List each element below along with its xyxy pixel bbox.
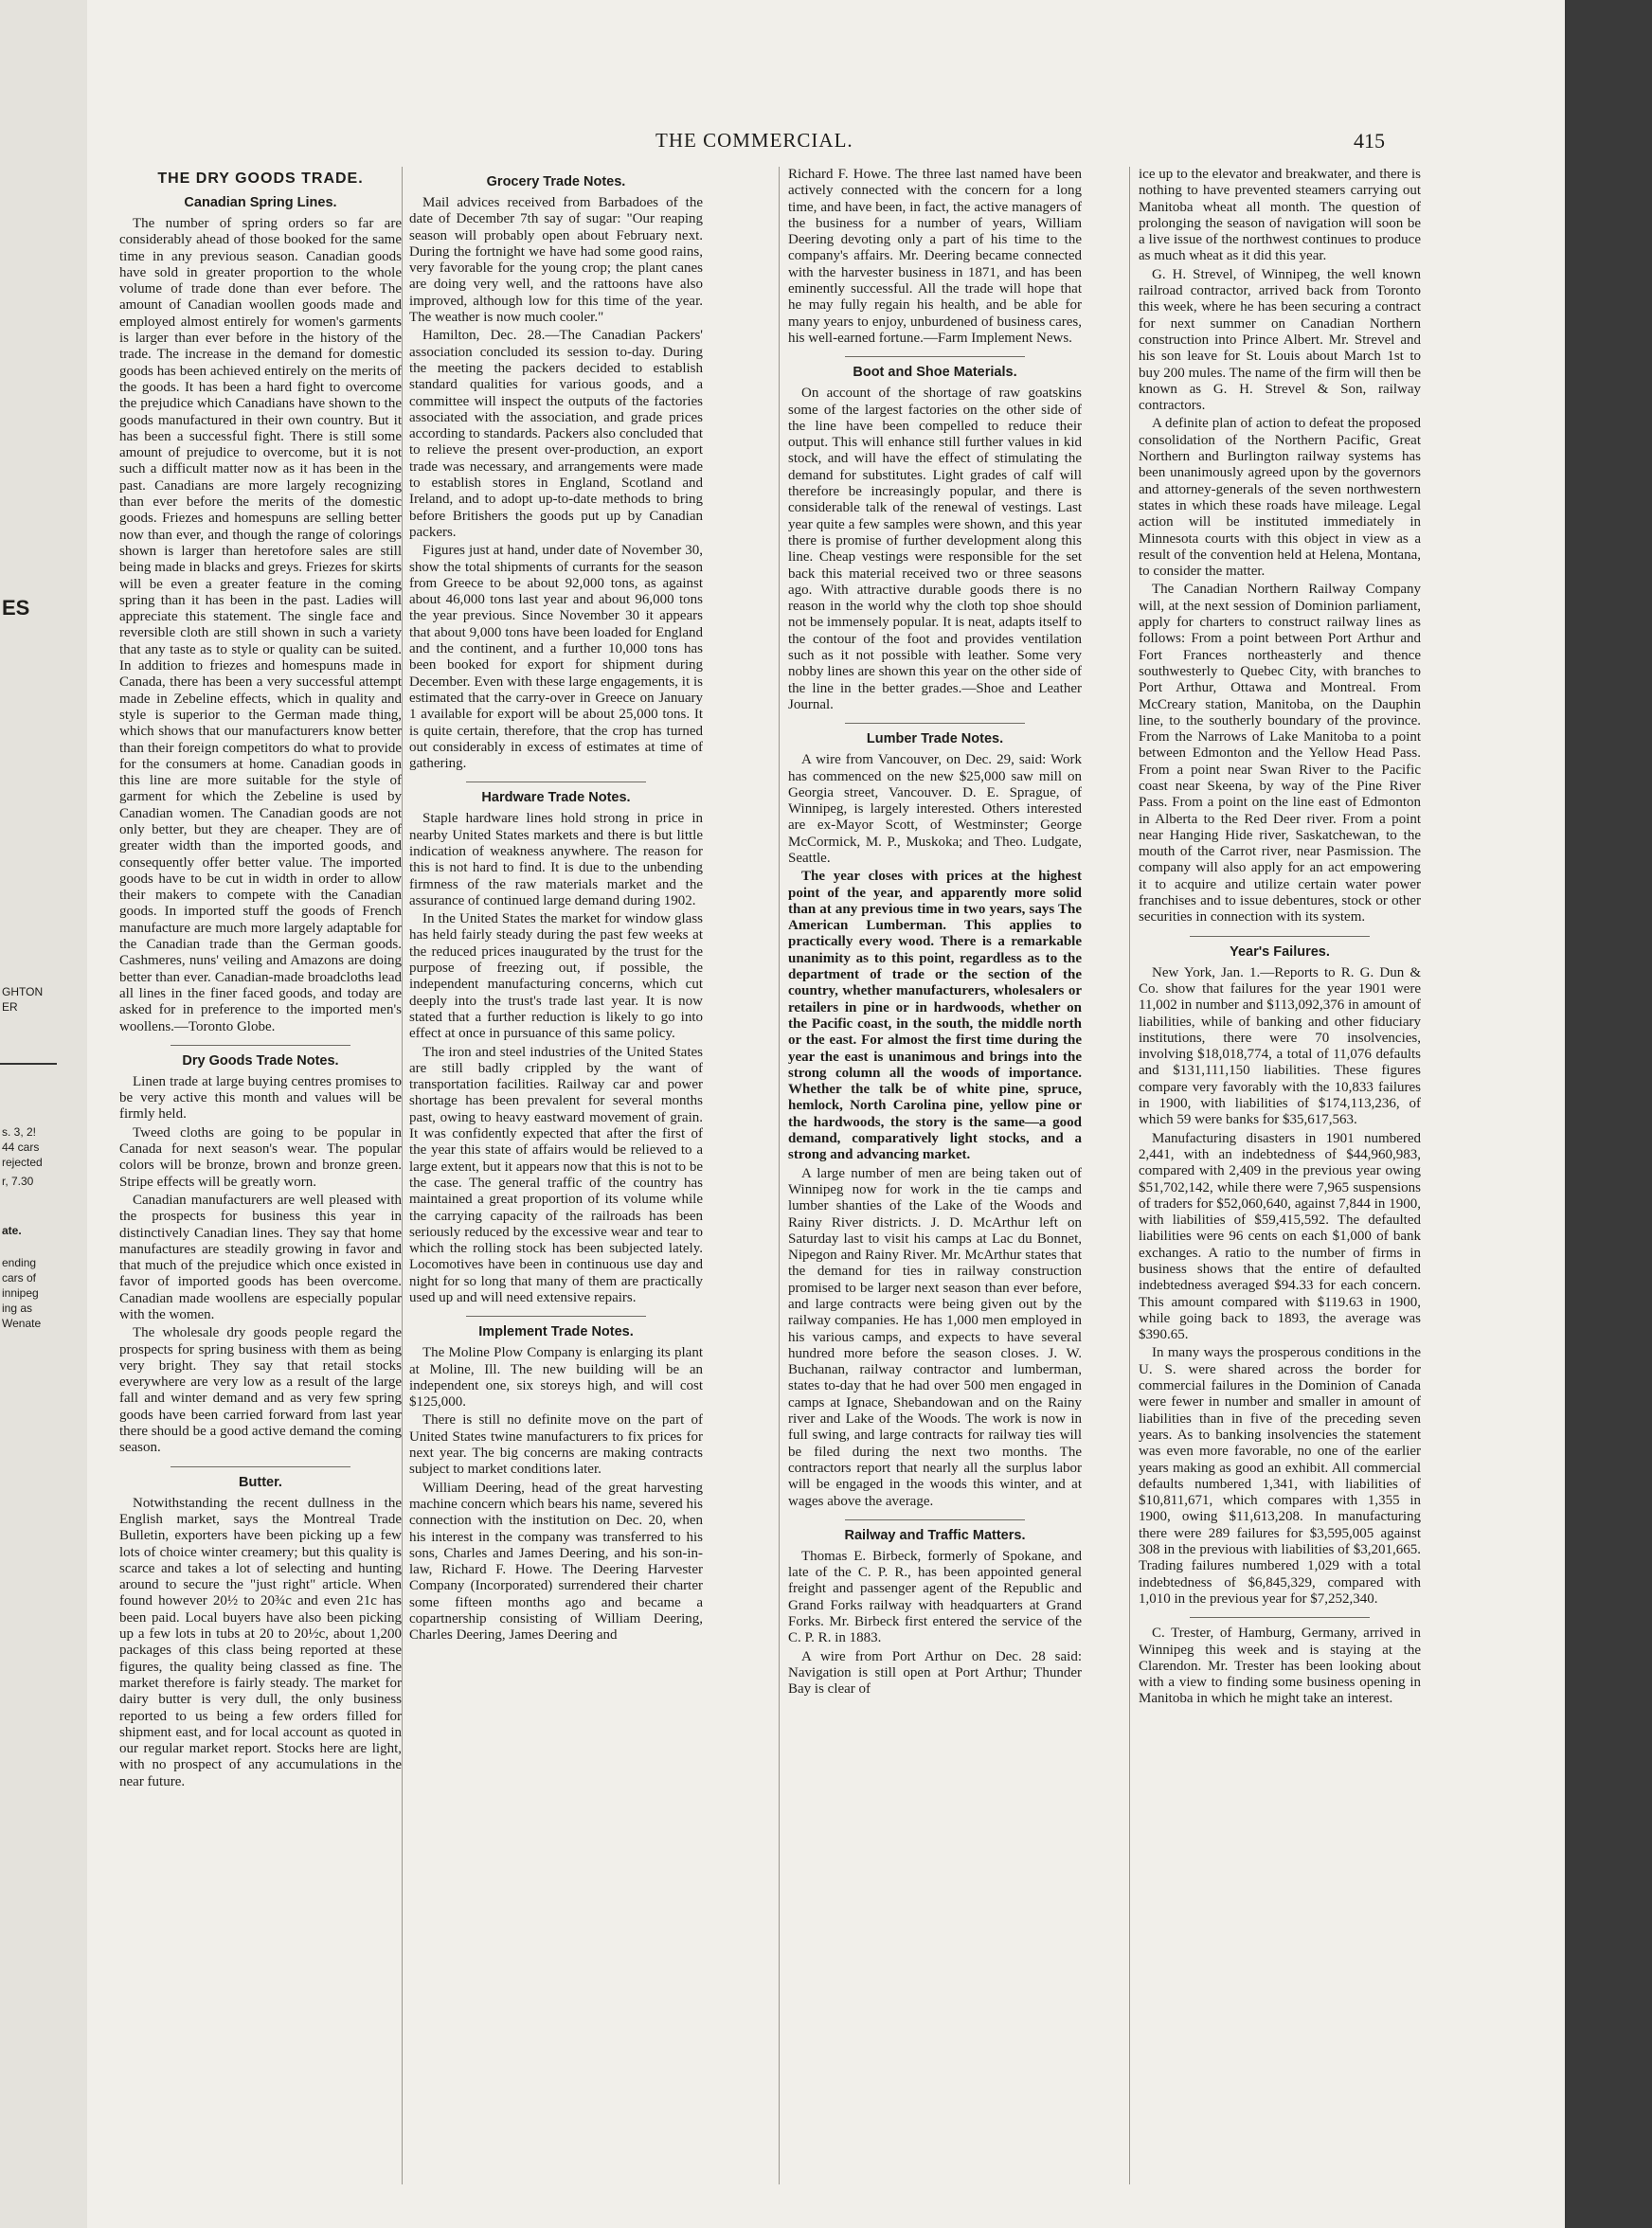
left-fragment: cars of	[2, 1271, 37, 1285]
article-paragraph: A wire from Vancouver, on Dec. 29, said: Work has commenced on the new $25,000 saw mill on Georgia street, Vancouver. D. E. Sprague, of Winnipeg, is largely interested. Others interested are ex-Mayor Scott, of Westminster; George McCormick, M. P., Muskoka; and Theo. Ludgate, Seattle.	[788, 752, 1082, 866]
article-paragraph: On account of the shortage of raw goatskins some of the largest factories on the other side of the line have been compelled to reduce their output. This will enhance still further values in kid stock, and will have the effect of stimulating the demand for substitutes. Light grades of calf will therefore be increasingly popular, and there is considerable talk of the renewal of vestings. Last year quite a few samples were shown, and this year there is promise of further development along this line. Cheap vestings were responsible for the set back this material received two or three seasons ago. With attractive durable goods there is no reason in the world why the cloth top shoe should not be immensely popular. It is neat, adapts itself to the contour of the foot and provides ventilation such as it not possible with leather. Some very nobby lines are shown this year on the other side of the line in the better grades.—Shoe and Leather Journal.	[788, 386, 1082, 712]
article-heading: Canadian Spring Lines.	[184, 195, 337, 210]
article-paragraph: Hamilton, Dec. 28.—The Canadian Packers' association concluded its session to-day. During the meeting the packers decided to establish standard qualities for various goods, and a committee will inspect the outputs of the factories associated with the association, and grade prices according to standards. Packers also concluded that to relieve the present over-production, an export trade was necessary, and arrangements were made to establish stores in England, Scotland and Ireland, and to adopt up-to-date methods to bring before Britishers the goods put up by Canadian packers.	[409, 328, 703, 540]
article-paragraph: ice up to the elevator and breakwater, and there is nothing to have prevented steamers carrying out Manitoba wheat all month. The question of prolonging the season of navigation will soon be a live issue of the northwest continues to produce as much wheat as it did this year.	[1139, 167, 1421, 264]
article-heading: Grocery Trade Notes.	[486, 174, 626, 189]
separator	[1190, 936, 1370, 937]
separator	[171, 1466, 350, 1467]
left-fragment: rejected	[2, 1156, 43, 1169]
left-fragment: Wenate	[2, 1317, 42, 1330]
article-heading: Dry Goods Trade Notes.	[182, 1052, 339, 1069]
article-paragraph: The year closes with prices at the highest point of the year, and apparently more solid than at any previous time in two years, says The American Lumberman. This applies to practically every wood. There is a remarkable unanimity as to this point, regardless as to the department of trade or the section of the country, whether manufacturers, wholesalers or retailers in pine or in hardwoods, whether on the Pacific coast, in the south, the middle north or the east. For almost the first time during the year the east is unanimous and brings into the strong column all the woods of importance. Whether the talk be of white pine, spruce, hemlock, North Carolina pine, yellow pine or the hardwoods, the story is the same—a good demand, comparatively light stocks, and a strong and advancing market.	[788, 869, 1082, 1163]
article-paragraph: The Moline Plow Company is enlarging its plant at Moline, Ill. The new building will be an independent one, six storeys high, and will cost $125,000.	[409, 1345, 703, 1410]
newspaper-page	[87, 0, 1565, 2228]
column-1	[119, 167, 402, 2203]
article-paragraph: Notwithstanding the recent dullness in the English market, says the Montreal Trade Bulletin, exporters have been picking up a few lots of choice winter creamery; but this quality is scarce and takes a lot of selecting and hunting around to secure the "just right" article. When found however 20½ to 20¾c and even 21c has been paid. Local buyers have also been picking up a few lots in tubs at 20 to 20½c, about 1,200 packages of this class being reported at these figures, the quality being classed as fine. The market therefore is fairly steady. The market for dairy butter is very dull, the only business reported to us being a few orders filled for shipment east, and for local account as quoted in our regular market report. Stocks here are light, with no prospect of any accumulations in the near future.	[119, 1495, 402, 1789]
article-paragraph: A large number of men are being taken out of Winnipeg now for work in the tie camps and lumber shanties of the Lake of the Woods and Rainy River districts. J. D. McArthur left on Saturday last to visit his camps at Lac du Bonnet, Nipegon and Rainy River. Mr. McArthur states that the demand for ties in railway construction promised to be larger next season than ever before, and large contracts were being given out by the railway companies. He has 1,000 men employed in his various camps, and expects to have several hundred more before the season closes. J. W. Buchanan, railway contractor and lumberman, states to-day that he had over 500 men engaged in camps at Ignace, Shebandowan and on the Rainy river and Lake of the Woods. The work is now in full swing, and large contracts for railway ties will be filed during the next two months. The contractors report that nearly all the surplus labor will be engaged in the woods this winter, and at wages above the average.	[788, 1165, 1082, 1509]
article-heading: Year's Failures.	[1230, 943, 1330, 960]
article-paragraph: New York, Jan. 1.—Reports to R. G. Dun & Co. show that failures for the year 1901 were 11,002 in number and $113,092,376 in amount of liabilities, while of banking and other fiduciary institutions, there were 70 insolvencies, involving $18,018,774, a total of 11,076 defaults and $131,111,150 liabilities. These figures compare very favorably with the 10,833 failures in 1900, with liabilities of $174,113,236, of which 59 were banks for $35,617,563.	[1139, 964, 1421, 1128]
separator	[466, 1316, 646, 1317]
article-heading: Butter.	[239, 1474, 282, 1490]
left-fragment: ate.	[2, 1224, 22, 1237]
article-paragraph: Tweed cloths are going to be popular in Canada for next season's wear. The popular colors will be bronze, brown and bronze green. Stripe effects will be greatly worn.	[119, 1124, 402, 1190]
column-rule	[402, 167, 403, 2184]
scan-background	[1565, 0, 1652, 2228]
article-paragraph: In the United States the market for window glass has held fairly steady during the past few weeks at the reduced prices inaugurated by the trust for the purpose of freezing out, if possible, the independent manufacturing concerns, which cut deeply into the trust's trade last year. It is now stated that a further reduction is likely to go into effect at once in pursuance of this same policy.	[409, 911, 703, 1042]
article-paragraph: G. H. Strevel, of Winnipeg, the well known railroad contractor, arrived back from Toronto this week, where he has been securing a contract for next summer on Canadian Northern construction into Prince Albert. Mr. Strevel and his son leave for St. Louis about March 1st to buy 200 mules. The name of the firm will then be known as G. H. Strevel & Son, railway contractors.	[1139, 266, 1421, 414]
separator	[845, 1519, 1025, 1520]
left-fragment: ending	[2, 1256, 37, 1269]
article-heading: Boot and Shoe Materials.	[853, 365, 1017, 381]
article-paragraph: Richard F. Howe. The three last named have been actively connected with the concern for a long time, and have been, in fact, the active managers of the business for a number of years, William Deering devoting only a part of his time to the company's affairs. Mr. Deering became connected with the harvester business in 1871, and has been eminently successful. All the trade will hope that he may fully regain his health, and be able for many years to enjoy, unburdened of business cares, his well-earned fortune.—Farm Implement News.	[788, 167, 1082, 346]
article-heading: Implement Trade Notes.	[478, 1324, 634, 1340]
section-title: THE DRY GOODS TRADE.	[157, 171, 364, 187]
article-paragraph: The wholesale dry goods people regard the prospects for spring business with them as being very bright. They say that retail stocks everywhere are very low as a result of the large fall and winter demand and as very few spring goods have been carried forward from last year there should be a good active demand the coming season.	[119, 1325, 402, 1456]
article-paragraph: In many ways the prosperous conditions in the U. S. were shared across the border for commercial failures in the Dominion of Canada were fewer in number and smaller in amount of liabilities than in five of the preceding seven years. As to banking insolvencies the statement was even more favorable, no one of the earlier years making as good an exhibit. All commercial defaults numbered 1,341, with liabilities of $10,811,671, which compares with 1,355 in 1900, owing $11,613,208. In manufacturing there were 289 failures for $3,595,005 against 308 in the previous with liabilities of $3,201,665. Trading failures numbered 1,029 with a total indebtedness of $6,845,329, compared with 1,010 in the previous year for $7,252,340.	[1139, 1345, 1421, 1607]
article-paragraph: There is still no definite move on the part of United States twine manufacturers to fix prices for next year. The big concerns are making contracts subject to market conditions later.	[409, 1412, 703, 1478]
column-4	[1139, 167, 1421, 2203]
article-paragraph: The iron and steel industries of the United States are still badly crippled by the want of transportation facilities. Railway car and power shortage has been prevalent for several months past, owing to heavy eastward movement of grain. It was confidently expected that after the first of the year this state of affairs would be relieved to a large extent, but it appears now that this is not to be the case. The general traffic of the country has maintained a great proportion of its volume while the carrying capacity of the railroads has been seriously reduced by the excessive wear and tear to which the rolling stock has been subjected lately. Locomotives have been in continuous use day and night for so long that many of them are practically used up and will need extensive repairs.	[409, 1044, 703, 1305]
separator	[845, 723, 1025, 724]
masthead	[87, 129, 1565, 157]
left-fragment: s. 3, 2!	[2, 1125, 37, 1139]
column-rule	[1129, 167, 1130, 2184]
column-2	[409, 167, 703, 2203]
article-paragraph: William Deering, head of the great harvesting machine concern which bears his name, severed his connection with the institution on Dec. 20, when his interest in the company was transferred to his sons, Charles and James Deering, and his son-in-law, Richard F. Howe. The Deering Harvester Company (Incorporated) surrendered their charter some fifteen months ago and became a copartnership consisting of William Deering, Charles Deering, James Deering and	[409, 1480, 703, 1644]
left-fragment: GHTON	[2, 985, 44, 998]
article-paragraph: Figures just at hand, under date of November 30, show the total shipments of currants for the season from Greece to be about 92,000 tons, as against about 46,000 tons last year and about 96,000 tons the year previous. Since November 30 it appears that about 9,000 tons have been loaded for England and the continent, and a further 10,000 tons has been booked for export for shipment during December. Even with these large engagements, it is estimated that the carry-over in Greece on January 1 available for export will be about 25,000 tons. It is quite certain, therefore, that the crop has turned out considerably in excess of estimates at time of gathering.	[409, 543, 703, 772]
left-fragment: ES	[2, 596, 30, 620]
article-paragraph: The Canadian Northern Railway Company will, at the next session of Dominion parliament, apply for charters to construct railway lines as follows: From a point between Port Arthur and Fort Frances northeasterly and thence southwesterly to Quebec City, with branches to Port Arthur, Ottawa and Montreal. From McCreary station, Manitoba, on the Dauphin line, to the southerly boundary of the province. From the Narrows of Lake Manitoba to a point between Edmonton and the Yellow Head Pass. From a point near Swan River to the Pacific coast near Skeena, by way of the Pine River Pass. From a point on the line east of Edmonton in Alberta to the Red Deer river. From a point near Hanging Hide river, Saskatchewan, to the mouth of the Carrot river, near Pasmission. The company will also apply for an act empowering it to acquire and utilize certain water power franchises and to issue debentures, stock or other securities in connection with its system.	[1139, 582, 1421, 925]
adjacent-page-strip	[0, 0, 87, 2228]
separator	[1190, 1617, 1370, 1618]
article-paragraph: Canadian manufacturers are well pleased with the prospects for business this year in distinctively Canadian lines. They say that home manufactures are steadily growing in favor and that much of the prejudice which once existed in favor of imported goods has been overcome. Canadian made woollens are especially popular with the women.	[119, 1192, 402, 1322]
left-fragment: innipeg	[2, 1286, 39, 1300]
article-paragraph: A wire from Port Arthur on Dec. 28 said: Navigation is still open at Port Arthur; Thunder Bay is clear of	[788, 1648, 1082, 1698]
article-heading: Hardware Trade Notes.	[481, 790, 631, 806]
separator	[171, 1045, 350, 1046]
article-paragraph: A definite plan of action to defeat the proposed consolidation of the Northern Pacific, Great Northern and Burlington railway systems has been unanimously agreed upon by the governors and attorney-generals of the seven northwestern states in which these roads have mileage. Legal action will be instituted immediately in Minnesota courts with this object in view as a result of the convention held at Helena, Montana, to consider the matter.	[1139, 416, 1421, 580]
column-3	[788, 167, 1082, 2203]
left-fragment: ER	[2, 1000, 18, 1014]
article-paragraph: Manufacturing disasters in 1901 numbered 2,441, with an indebtedness of $44,960,983, compared with 2,409 in the previous year owing $51,702,142, while there were 7,965 suspensions of traders for $52,060,640, against 7,844 in 1900, with liabilities of $59,415,592. The defaulted liabilities were 96 cents on each $1,000 of bank exchanges. A ratio to the number of firms in business shows that the entire of defaulted indebtedness averaged $94.33 for each concern. This amount compared with $119.63 in 1900, while going back to 1893, the average was $390.65.	[1139, 1130, 1421, 1343]
article-heading: Lumber Trade Notes.	[866, 731, 1004, 747]
left-fragment: ing as	[2, 1302, 33, 1315]
column-rule	[779, 167, 780, 2184]
article-heading: Railway and Traffic Matters.	[844, 1527, 1026, 1543]
left-fragment: r, 7.30	[2, 1175, 34, 1188]
masthead-title: THE COMMERCIAL.	[655, 129, 853, 152]
left-fragment: 44 cars	[2, 1141, 40, 1154]
article-paragraph: Thomas E. Birbeck, formerly of Spokane, and late of the C. P. R., has been appointed general freight and passenger agent of the Republic and Grand Forks railway with headquarters at Grand Forks. Mr. Birbeck first entered the service of the C. P. R. in 1883.	[788, 1548, 1082, 1646]
article-paragraph: Mail advices received from Barbadoes of the date of December 7th say of sugar: "Our reaping season will probably open about February next. During the fortnight we have had some good rains, very favorable for the young crop; the plant canes are doing very well, and the rattoons have also improved, although low for this time of the year. The weather is now much cooler."	[409, 195, 703, 326]
article-paragraph: C. Trester, of Hamburg, Germany, arrived in Winnipeg this week and is staying at the Clarendon. Mr. Trester has been looking about with a view to finding some business opening in Manitoba in which he might take an interest.	[1139, 1626, 1421, 1707]
article-paragraph: Linen trade at large buying centres promises to be very active this month and values will be firmly held.	[119, 1073, 402, 1123]
page-number: 415	[1354, 129, 1385, 153]
separator	[845, 356, 1025, 357]
article-paragraph: Staple hardware lines hold strong in price in nearby United States markets and there is but little indication of weakness anywhere. The reason for this is not hard to find. It is due to the unbending firmness of the raw materials market and the assurance of continued large demand during 1902.	[409, 811, 703, 908]
article-paragraph: The number of spring orders so far are considerably ahead of those booked for the same time in any previous season. Canadian goods have sold in greater proportion to the whole volume of trade done than ever before. The amount of Canadian woollen goods made and employed almost entirely for women's garments is larger than ever before in the history of the trade. The increase in the demand for domestic goods has been achieved entirely on the merits of the goods. It has been a hard fight to overcome the prejudice which Canadians have shown to the goods manufactured in their own country. But it has been a successful fight. There is still some amount of prejudice to overcome, but it is not such a difficult matter now as it has been in the past. Canadians are more largely recognizing than ever before the merits of the domestic goods. Friezes and homespuns are selling better now than ever, and though the range of colorings shown is larger than heretofore sales are still being made in blacks and greys. Friezes for skirts will be even a greater feature in the coming spring than it has been in the past. Ladies will appreciate this statement. The single face and reversible cloth are still shown in such a variety that any taste as to style or quality can be suited. In addition to friezes and homespuns made in Canada, there has been a very successful attempt made in Zebeline effects, which in quality and style is superior to the German made thing, which shows that our manufacturers know better than their foreign competitors do what to provide for the consumers at home. Canadian goods in this line are more suitable for the style of garment for which the Zebeline is used by Canadian women. The Canadian goods are not only better, but they are cheaper. They are of greater width than the imported goods, and consequently offer better value. The imported goods have to be cut in width in order to allow their makers to compete with the Canadian goods. In imported stuff the goods of French manufacture are much more largely adaptable for the Canadian trade than the German goods. Cashmeres, nuns' veiling and Amazons are doing better than ever. Canadian-made broadcloths lead all lines in the finer faced goods, and today are asked for in preference to the imported men's woollens.—Toronto Globe.	[119, 216, 402, 1034]
